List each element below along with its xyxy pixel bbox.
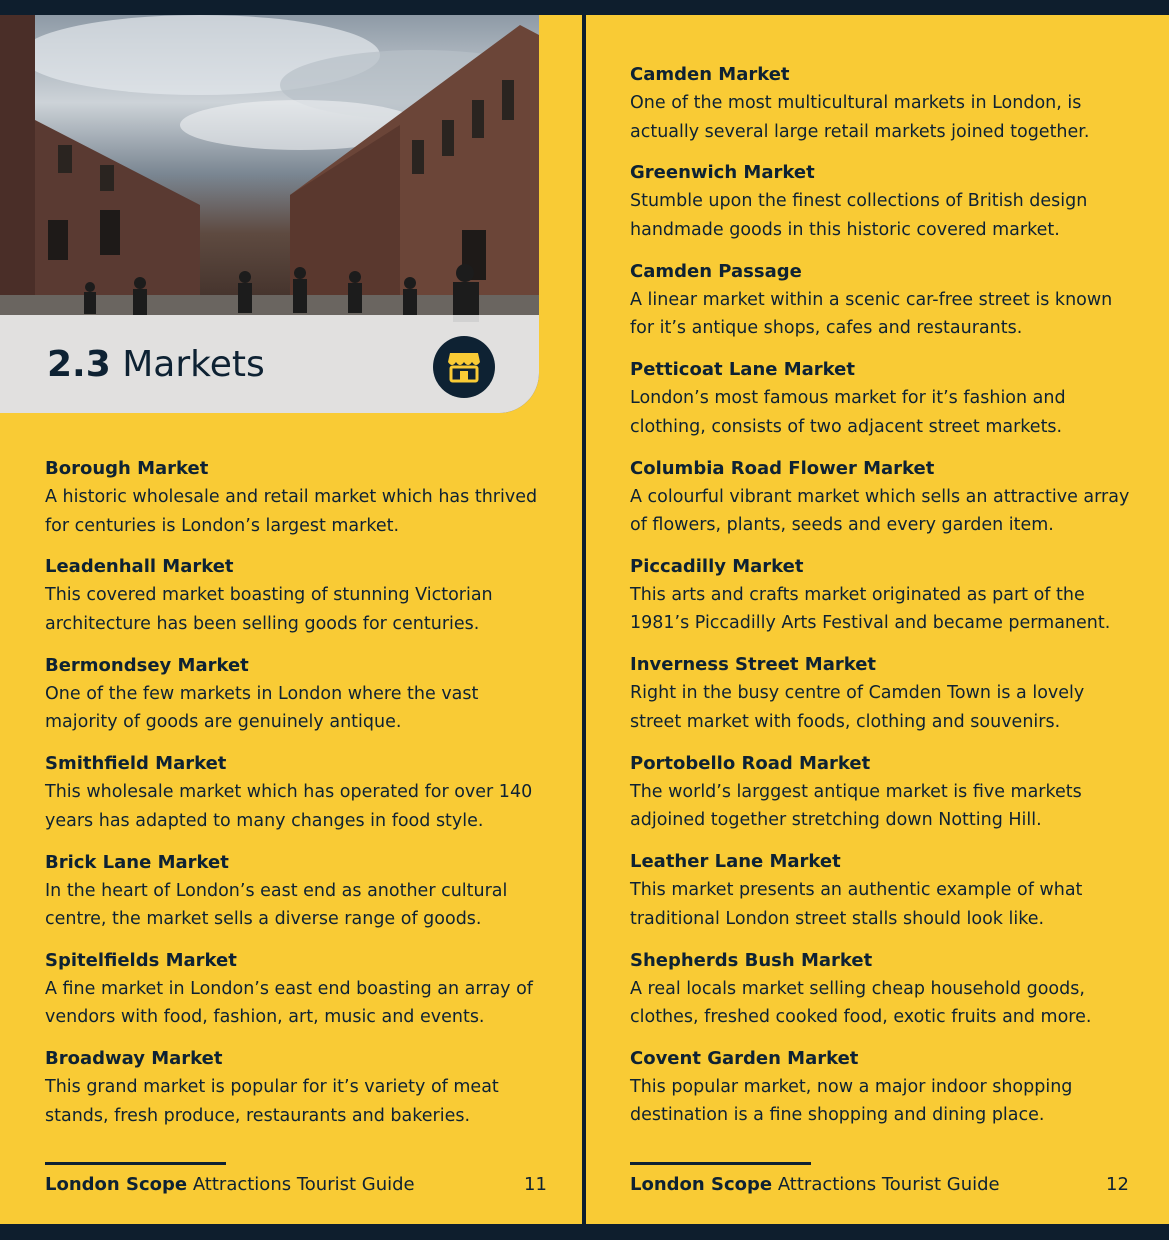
market-description: In the heart of London’s east end as another cultural centre, the market sells a diverse range of goods.: [45, 880, 508, 930]
market-entry: [45, 947, 550, 1045]
storefront-icon-badge: [433, 336, 495, 398]
market-list-right: [630, 61, 1140, 1143]
footer-brand: London Scope: [45, 1174, 188, 1195]
market-description: London’s most famous market for it’s fashion and clothing, consists of two adjacent street markets.: [630, 388, 1066, 437]
market-name: Inverness Street Market: [630, 654, 877, 676]
footer-guide-title: Attractions Tourist Guide: [192, 1174, 415, 1195]
market-name: Bermondsey Market: [45, 654, 249, 676]
market-name: Spitelfields Market: [45, 949, 237, 971]
market-name: Leather Lane Market: [630, 851, 841, 873]
market-entry: [630, 750, 1140, 848]
footer-guide-title: Attractions Tourist Guide: [777, 1174, 1000, 1195]
market-entry: [630, 356, 1140, 454]
market-list-left: [45, 455, 550, 1144]
market-entry: [45, 1045, 550, 1143]
market-description: This grand market is popular for it’s variety of meat stands, fresh produce, restaurants and bakeries.: [45, 1077, 499, 1126]
market-description: A real locals market selling cheap household goods, clothes, freshed cooked food, exotic fruits and more.: [630, 978, 1092, 1028]
market-name: Shepherds Bush Market: [630, 949, 873, 971]
market-name: Greenwich Market: [630, 162, 815, 184]
market-entry: [630, 651, 1140, 749]
market-name: Smithfield Market: [45, 753, 227, 775]
market-name: Covent Garden Market: [630, 1047, 859, 1069]
market-description: A fine market in London’s east end boasting an array of vendors with food, fashion, art, music and events.: [45, 978, 533, 1028]
market-name: Piccadilly Market: [630, 555, 804, 577]
page-number: 12: [1106, 1174, 1129, 1195]
market-name: Brick Lane Market: [45, 851, 229, 873]
market-entry: [630, 1045, 1140, 1143]
footer-title: [630, 1171, 1000, 1199]
section-heading: [47, 343, 265, 387]
market-description: Right in the busy centre of Camden Town is a lovely street market with foods, clothing and souvenirs.: [630, 683, 1085, 732]
market-name: Columbia Road Flower Market: [630, 457, 935, 479]
market-description: A linear market within a scenic car-free street is known for it’s antique shops, cafes and restaurants.: [630, 289, 1113, 339]
market-description: One of the most multicultural markets in London, is actually several large retail markets joined together.: [630, 93, 1090, 142]
left-page: [0, 15, 582, 1224]
page-number: 11: [524, 1174, 547, 1195]
market-description: Stumble upon the finest collections of British design handmade goods in this historic covered market.: [630, 191, 1088, 240]
footer-title: [45, 1171, 415, 1199]
storefront-icon: [447, 351, 481, 383]
section-title: Markets: [122, 344, 265, 385]
market-entry: [45, 553, 550, 651]
market-name: Petticoat Lane Market: [630, 359, 855, 381]
market-description: One of the few markets in London where the vast majority of goods are genuinely antique.: [45, 683, 479, 733]
market-description: This arts and crafts market originated as part of the 1981’s Piccadilly Arts Festival and became permanent.: [630, 584, 1111, 634]
market-name: Broadway Market: [45, 1048, 223, 1070]
market-entry: [630, 848, 1140, 946]
market-entry: [630, 258, 1140, 356]
market-entry: [630, 61, 1140, 159]
market-description: This popular market, now a major indoor shopping destination is a fine shopping and dining place.: [630, 1076, 1073, 1126]
market-description: The world’s larggest antique market is five markets adjoined together stretching down Notting Hill.: [630, 781, 1082, 831]
footer-rule: [45, 1162, 226, 1165]
market-entry: [630, 159, 1140, 257]
market-entry: [45, 849, 550, 947]
section-number: 2.3: [47, 344, 111, 385]
footer-rule: [630, 1162, 811, 1165]
market-entry: [630, 553, 1140, 651]
market-entry: [45, 750, 550, 848]
market-entry: [45, 652, 550, 750]
footer-brand: London Scope: [630, 1174, 773, 1195]
market-description: This wholesale market which has operated for over 140 years has adapted to many changes in food style.: [45, 782, 533, 831]
market-entry: [630, 947, 1140, 1045]
market-description: This covered market boasting of stunning Victorian architecture has been selling goods for centuries.: [45, 585, 493, 634]
right-page: [586, 15, 1169, 1224]
market-name: Camden Market: [630, 64, 790, 85]
market-name: Portobello Road Market: [630, 752, 871, 774]
market-name: Leadenhall Market: [45, 556, 234, 578]
market-entry: [630, 455, 1140, 553]
market-description: A historic wholesale and retail market which has thrived for centuries is London’s largest market.: [45, 487, 538, 536]
market-entry: [45, 455, 550, 553]
market-name: Camden Passage: [630, 260, 802, 282]
market-description: A colourful vibrant market which sells an attractive array of flowers, plants, seeds and every garden item.: [630, 486, 1130, 536]
market-description: This market presents an authentic example of what traditional London street stalls should look like.: [630, 880, 1083, 929]
market-name: Borough Market: [45, 458, 209, 479]
